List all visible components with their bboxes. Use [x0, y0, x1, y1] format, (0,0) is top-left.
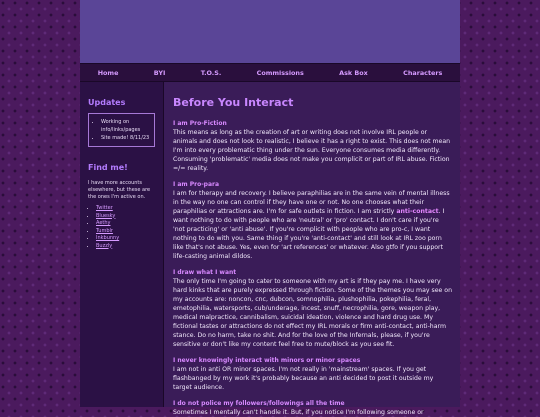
social-links — [88, 205, 163, 250]
section-text: I am not in anti OR minor spaces. I'm not really in 'mainstream' spaces. If you get flashbanged by my work it's probably because an anti decided to post it outside my target audience. — [173, 366, 434, 391]
nav-commissions[interactable]: Commissions — [256, 68, 304, 77]
sidebar — [80, 82, 164, 407]
link-tumblr[interactable]: Tumblr — [96, 227, 113, 234]
nav-tos[interactable]: T.O.S. — [200, 68, 222, 77]
link-bluesky[interactable]: Bluesky — [96, 212, 116, 219]
find-me-title: Find me! — [88, 163, 128, 172]
updates-title: Updates — [88, 98, 126, 107]
section-heading: I am Pro-Fiction — [173, 120, 227, 127]
main-content — [164, 82, 460, 416]
update-item: • Site made! 8/11/23 — [101, 134, 150, 142]
update-item: • Working on info/links/pages — [101, 118, 150, 134]
section-heading: I do not police my followers/followings all the time — [173, 400, 345, 407]
nav-home[interactable]: Home — [97, 68, 119, 77]
section-text: Sometimes I mentally can't handle it. But, if you notice I'm following someone or — [173, 409, 424, 416]
section-heading: I am Pro-para — [173, 181, 220, 188]
section-text-part: I am for therapy and recovery. I believe paraphilias are in the same vein of mental illness in the way no one can control if they have one or not. No one chooses what their paraphilias or attractions are. I'm for safe outlets in fiction. I am strictly — [173, 190, 450, 215]
nav-byi[interactable]: BYI — [153, 68, 166, 77]
header-banner — [80, 0, 460, 63]
section-text: The only time I'm going to cater to someone with my art is if they pay me. I have very hard kinks that are purely expressed through fiction. Some of the themes you may see on my accounts are: noncon, cnc, dubcon, somnophilia, plushophilia, pokephilia, feral, emetophilia, watersports, cub/underage, incest, snuff, necrophilia, gore, weapon play, medical malpractice, cannibalism, suicidal ideation, violence and hard drug use. My fictional tastes or attractions do not effect my IRL morals or firm anti-contact, anti-harm stance. Do no harm, take no shit. And for the love of the Infernals, please, if you're sensitive or don't like my content feel free to mute/block as you see fit. — [173, 278, 453, 348]
link-aethy[interactable]: Aethy — [96, 220, 111, 226]
nav-characters[interactable]: Characters — [403, 68, 443, 77]
link-buzzly[interactable]: Buzzly — [96, 242, 113, 249]
section-text: This means as long as the creation of art or writing does not involve IRL people or animals and does not look to realistic, I believe it has a right to exist. This does not mean I'm into every problematic thing under the sun. Everyone consumes media differently. Consuming 'problematic' media does not make you complicit or part of IRL abuse. Fiction =/= reality. — [173, 129, 451, 172]
section-text — [173, 189, 452, 261]
page-title: Before You Interact — [173, 96, 294, 109]
updates-box — [88, 113, 155, 147]
section-heading: I draw what I want — [173, 269, 237, 276]
section-text-part: . I want nothing to do with people who are 'neutral' or 'pro' contact. I don't care if you're 'not practicing' or 'anti abuse'. If you're complicit with people who are pro-c, I want nothing to do with you. Same thing if you're 'anti-contact' and still look at IRL zoo porn like that's not abuse. Yes, even for 'art references' or whatever. Also gtfo if you support life-casting animal dildos. — [173, 208, 445, 260]
nav-ask-box[interactable]: Ask Box — [339, 68, 368, 77]
anti-contact-highlight: anti-contact — [396, 208, 439, 215]
section-heading: I never knowingly interact with minors or minor spaces — [173, 357, 361, 364]
link-twitter[interactable]: Twitter — [96, 205, 113, 211]
find-me-text: I have more accounts elsewhere, but these are the ones I'm active on. — [88, 180, 151, 200]
link-inkbunny[interactable]: Inkbunny — [96, 235, 120, 241]
page-wrapper — [80, 0, 460, 416]
top-nav — [80, 63, 460, 82]
